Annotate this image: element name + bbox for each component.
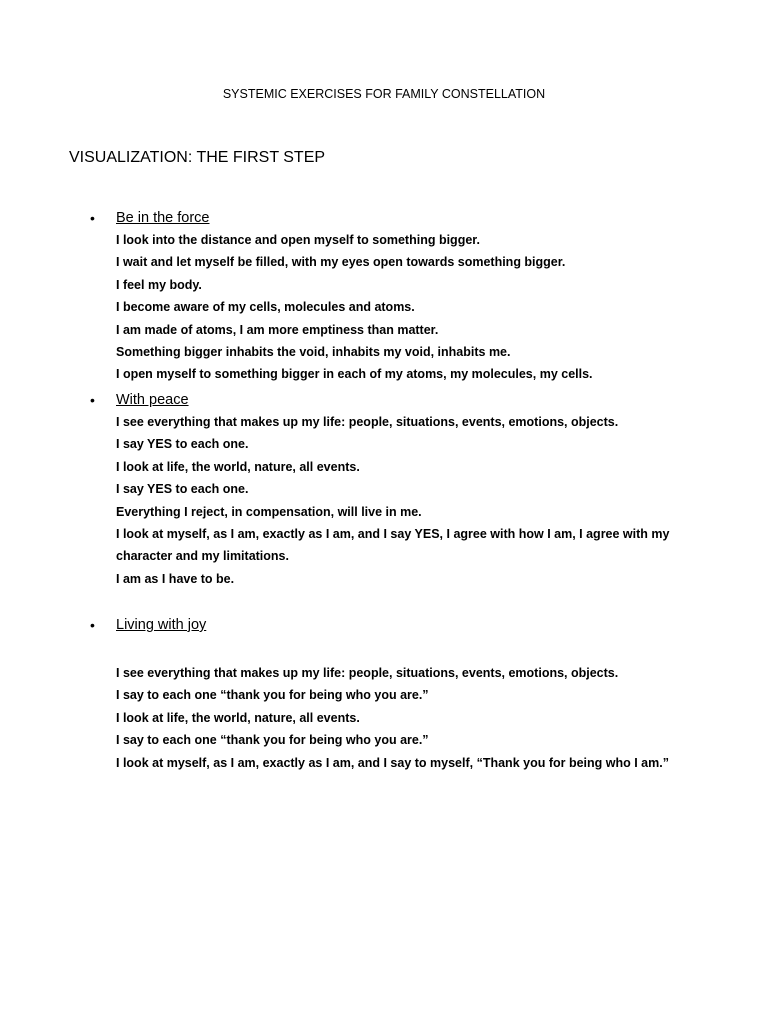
text-line: I open myself to something bigger in each of my atoms, my molecules, my cells. [116,367,593,382]
section-title: Be in the force [116,210,210,226]
bullet-icon: • [90,392,95,408]
text-line: I look at myself, as I am, exactly as I am, and I say YES, I agree with how I am, I agree with my character and my limitations. [116,527,670,564]
text-line: I become aware of my cells, molecules and atoms. [116,300,415,315]
text-line: Everything I reject, in compensation, will live in me. [116,504,422,519]
text-line: I feel my body. [116,277,202,292]
text-line: Something bigger inhabits the void, inhabits my void, inhabits me. [116,345,511,360]
text-line: I wait and let myself be filled, with my eyes open towards something bigger. [116,255,566,270]
text-line: I see everything that makes up my life: people, situations, events, emotions, objects. [116,666,619,680]
text-line: I look into the distance and open myself to something bigger. [116,233,480,247]
text-line: I say to each one “thank you for being who you are.” [116,688,429,703]
text-line: I am made of atoms, I am more emptiness than matter. [116,322,439,337]
bullet-row [90,207,710,229]
bullet-row [90,389,710,411]
section-be-in-the-force [90,207,710,386]
text-line: I say YES to each one. [116,437,249,452]
text-line: I look at myself, as I am, exactly as I am, and I say to myself, “Thank you for being who I am.” [116,755,669,770]
section-lines [116,229,710,386]
section-lines [116,662,710,774]
text-line: I see everything that makes up my life: people, situations, events, emotions, objects. [116,415,619,429]
section-title: Living with joy [116,617,207,633]
bullet-row [90,614,710,636]
section-heading: VISUALIZATION: THE FIRST STEP [69,149,326,166]
text-line: I look at life, the world, nature, all events. [116,710,360,725]
document-title: SYSTEMIC EXERCISES FOR FAMILY CONSTELLATION [222,87,546,101]
text-line: I say to each one “thank you for being who you are.” [116,733,429,748]
bullet-icon: • [90,210,95,226]
section-with-peace [90,389,710,590]
text-line: I say YES to each one. [116,482,249,497]
section-living-with-joy [90,614,710,774]
text-line: I look at life, the world, nature, all events. [116,459,360,474]
bullet-icon: • [90,617,95,633]
section-lines [116,411,710,590]
section-title: With peace [116,392,189,408]
text-line: I am as I have to be. [116,571,235,586]
